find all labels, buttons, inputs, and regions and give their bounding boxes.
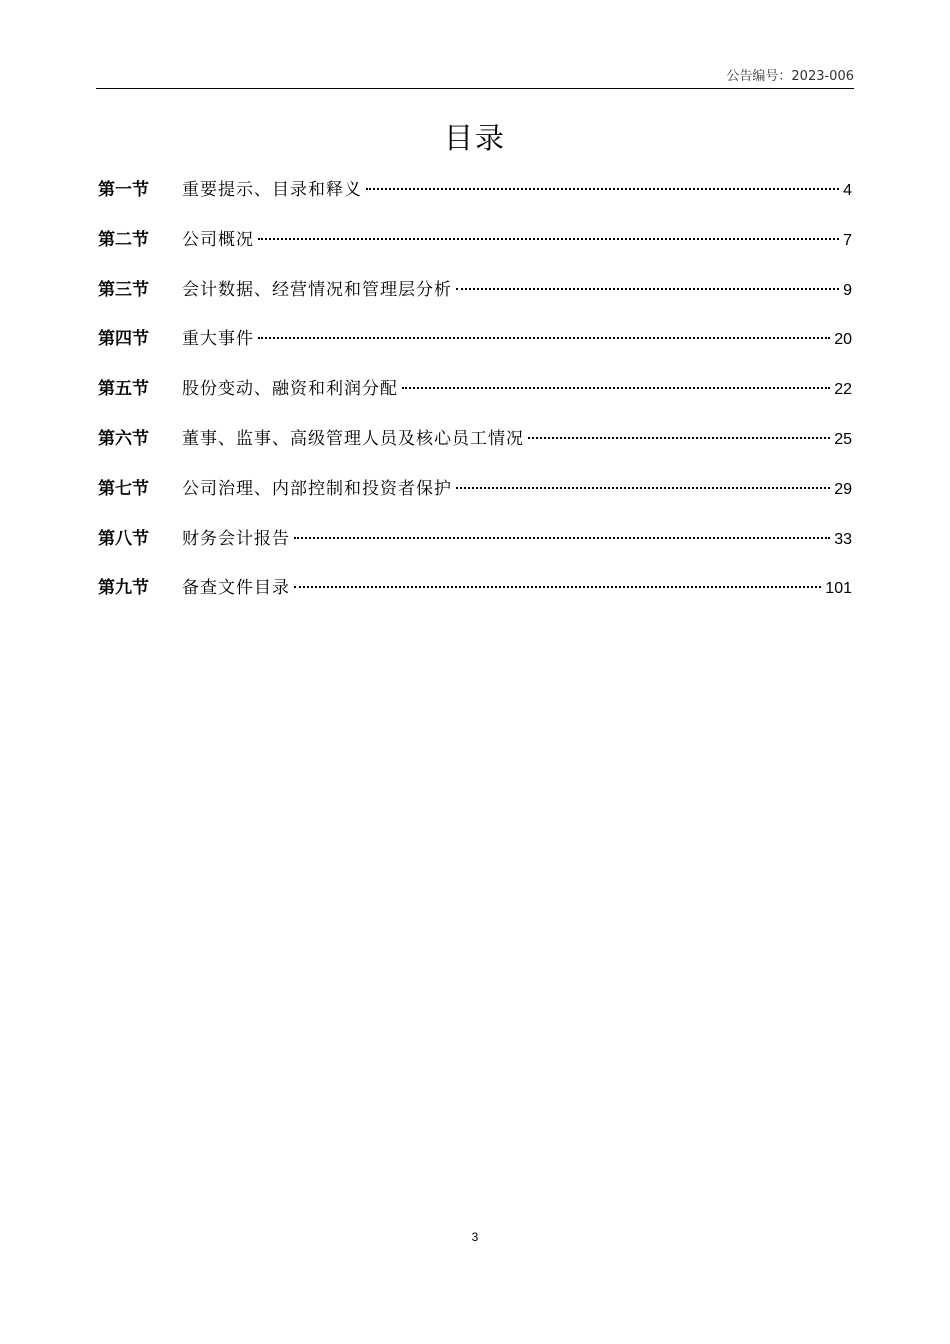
- toc-entry-section-2[interactable]: [98, 223, 852, 273]
- dot-leader: [258, 337, 830, 339]
- toc-entry-section-1[interactable]: [98, 173, 852, 223]
- toc-section-number: 第一节: [98, 180, 149, 200]
- toc-section-title: 董事、监事、高级管理人员及核心员工情况: [182, 428, 524, 449]
- toc-section-title: 公司治理、内部控制和投资者保护: [182, 478, 452, 499]
- announcement-number: 公告编号：2023-006: [726, 69, 854, 84]
- toc-section-title: 备查文件目录: [182, 578, 290, 599]
- dot-leader: [294, 586, 821, 588]
- toc-entry-section-5[interactable]: [98, 372, 852, 422]
- toc-page-number: 33: [834, 530, 852, 548]
- toc-entry-section-9[interactable]: [98, 571, 852, 621]
- toc-section-title: 会计数据、经营情况和管理层分析: [182, 279, 452, 300]
- toc-page-number: 22: [834, 381, 852, 399]
- toc-section-number: 第五节: [98, 379, 149, 400]
- toc-entry-section-6[interactable]: [98, 422, 852, 472]
- toc-entry-section-4[interactable]: [98, 322, 852, 372]
- dot-leader: [456, 288, 839, 290]
- toc-page-number: 7: [843, 231, 852, 249]
- toc-entry-section-3[interactable]: [98, 273, 852, 323]
- toc-page-number: 101: [825, 580, 852, 598]
- toc-section-title: 重要提示、目录和释义: [182, 180, 362, 200]
- toc-section-number: 第七节: [98, 478, 149, 499]
- page-title: 目录: [443, 121, 506, 155]
- dot-leader: [402, 387, 830, 389]
- toc-page-number: 20: [834, 331, 852, 349]
- toc-page-number: 29: [834, 480, 852, 498]
- dot-leader: [366, 188, 839, 190]
- toc-page-number: 25: [834, 430, 852, 448]
- toc-section-title: 股份变动、融资和利润分配: [182, 379, 398, 400]
- toc-section-number: 第九节: [98, 578, 149, 599]
- dot-leader: [294, 537, 830, 539]
- dot-leader: [258, 238, 839, 240]
- header-divider: [96, 88, 854, 89]
- table-of-contents: [98, 173, 852, 621]
- toc-section-title: 财务会计报告: [182, 528, 290, 549]
- toc-section-number: 第四节: [98, 329, 149, 350]
- toc-section-title: 重大事件: [182, 329, 254, 350]
- toc-section-number: 第六节: [98, 428, 149, 449]
- page-number: 3: [471, 1230, 479, 1244]
- toc-section-title: 公司概况: [182, 229, 254, 250]
- toc-page-number: 4: [843, 182, 852, 199]
- toc-section-number: 第三节: [98, 279, 149, 300]
- toc-section-number: 第二节: [98, 229, 149, 250]
- toc-section-number: 第八节: [98, 528, 149, 549]
- dot-leader: [528, 437, 830, 439]
- toc-page-number: 9: [843, 281, 852, 299]
- toc-entry-section-7[interactable]: [98, 472, 852, 522]
- dot-leader: [456, 487, 830, 489]
- toc-entry-section-8[interactable]: [98, 522, 852, 572]
